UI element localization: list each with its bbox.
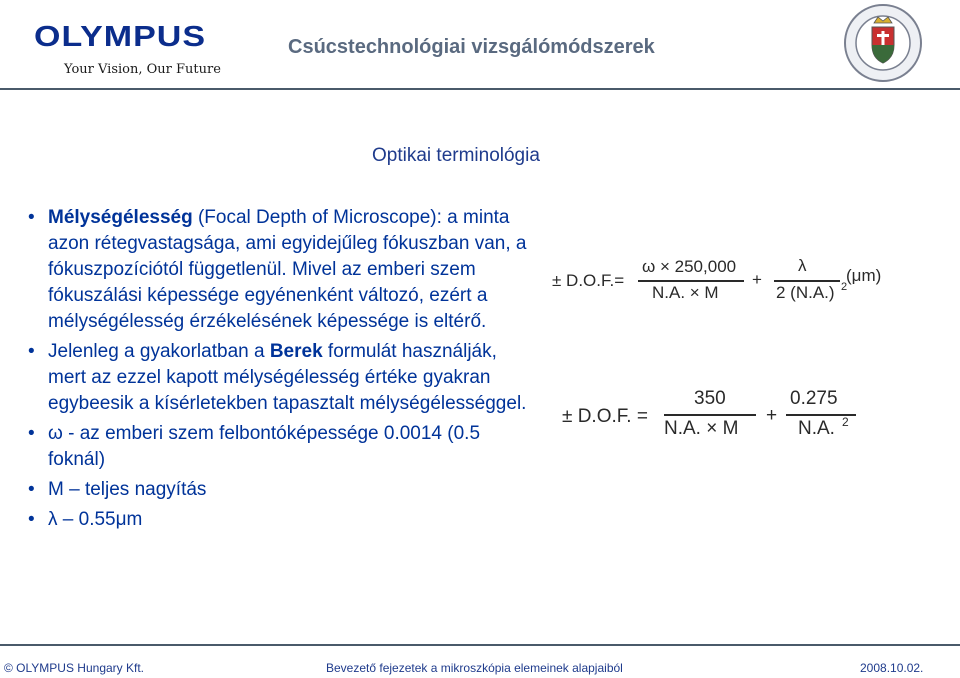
formula-numerator-2: 0.275 [790,388,838,409]
university-seal-icon [843,3,923,83]
bullet-text: M – teljes nagyítás [48,479,207,500]
formula-plus: + [766,405,778,426]
footer-course-title: Bevezető fejezetek a mikroszkópia elemeinek alapjaiból [326,661,623,675]
logo-tagline: Your Vision, Our Future [64,62,221,77]
bullet-pre-text: Jelenleg a gyakorlatban a [48,341,270,362]
footer-divider [0,644,960,646]
bullet-text: formulát használják, mert az ezzel kapott mélységélesség értéke gyakran egybeesik a kísérletekben tapasztalt mélységélességgel. [48,341,527,414]
bullet-omega [28,421,538,473]
formula-denominator-1: N.A. × M [652,283,719,302]
bullet-lambda [28,507,538,533]
formula-denominator-2-exponent: 2 [842,415,849,429]
bullet-berek-formula [28,339,538,417]
dof-formula-berek [562,385,882,445]
formula-numerator-1: ω × 250,000 [642,257,737,276]
bullet-bold-term: Berek [269,341,323,362]
formula-numerator-1: 350 [694,388,726,409]
formula-denominator-2-exponent: 2 [841,281,848,293]
bullet-magnification [28,477,538,503]
formula-denominator-2: 2 (N.A.) [776,283,835,302]
formula-denominator-2: N.A. [798,418,835,439]
header-title: Csúcstechnológiai vizsgálómódszerek [288,36,655,58]
fraction-bar-1 [664,414,756,416]
header-divider [0,88,960,90]
dof-formula-general [552,252,892,308]
bullet-list [28,205,538,537]
fraction-bar-1 [638,280,744,282]
bullet-text: λ – 0.55μm [48,509,143,530]
formula-denominator-1: N.A. × M [664,418,739,439]
olympus-logo [34,22,221,77]
footer-copyright: © OLYMPUS Hungary Kft. [4,661,144,675]
bullet-text: ω - az emberi szem felbontóképessége 0.0014 (0.5 foknál) [48,423,481,470]
formula-plus: + [752,270,762,289]
bullet-bold-term: Mélységélesség [48,207,193,228]
formula-lhs: ± D.O.F. = [562,406,648,427]
logo-text: OLYMPUS [34,20,207,53]
slide-title: Optikai terminológia [372,145,540,166]
bullet-depth-definition [28,205,538,335]
fraction-bar-2 [774,280,840,282]
formula-unit: (μm) [846,266,882,285]
footer-date: 2008.10.02. [860,661,924,675]
bullet-text: (Focal Depth of Microscope): a minta azon rétegvastagsága, ami egyidejűleg fókuszban van, a fókuszpozíciótól függetlenül. Mivel az emberi szem fókuszálási képessége egyénenként változó, ezért a mélységélesség érzékelésének képessége is eltérő. [48,207,527,332]
formula-numerator-2: λ [798,256,807,275]
formula-lhs: ± D.O.F.= [552,271,625,290]
